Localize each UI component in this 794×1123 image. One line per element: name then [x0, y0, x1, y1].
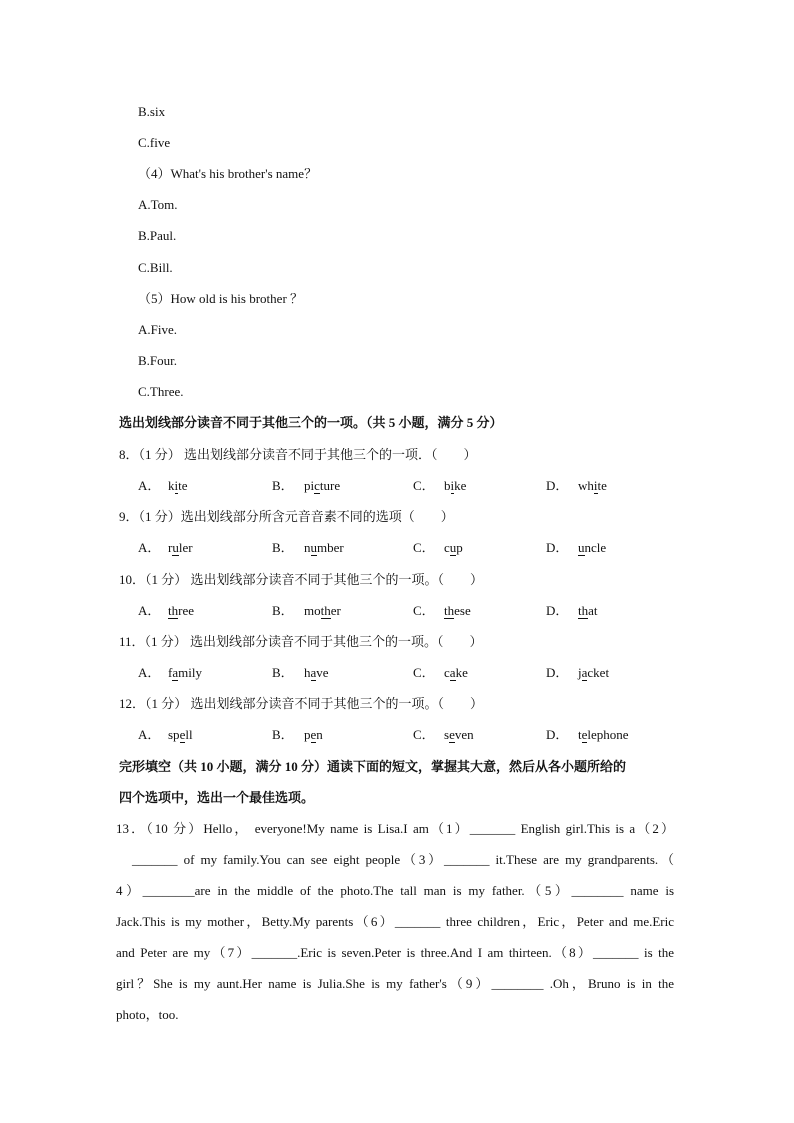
- word-suffix: p: [456, 540, 463, 555]
- word-suffix: ve: [316, 665, 329, 680]
- word-suffix: ncle: [584, 540, 607, 555]
- option-word: [304, 665, 329, 681]
- passage-line: photo，too.: [116, 1007, 179, 1022]
- q4-option-c: C.Bill.: [138, 260, 173, 275]
- option-word: [168, 540, 193, 556]
- underlined-letters: th: [444, 603, 455, 618]
- word-prefix: c: [444, 665, 450, 680]
- option-word: [168, 665, 202, 681]
- option-word: [444, 727, 474, 743]
- question-stem: 11．（1 分） 选出划线部分读音不同于其他三个的一项。（ ）: [119, 634, 483, 649]
- section-cloze-heading-line2: 四个选项中，选出一个最佳选项。: [119, 790, 315, 805]
- option-word: [444, 540, 463, 556]
- word-prefix: t: [578, 727, 582, 742]
- word-suffix: er: [330, 603, 341, 618]
- word-prefix: s: [444, 727, 450, 742]
- passage-line: and Peter are my（7）_______.Eric is seven.Peter is three.And I am thirteen.（8）_______ is the: [116, 945, 674, 960]
- word-prefix: mo: [304, 603, 321, 618]
- underlined-letters: e: [449, 727, 455, 742]
- option-letter: B．: [272, 540, 294, 555]
- underlined-letters: e: [179, 727, 186, 742]
- option-c-five: C.five: [138, 135, 171, 150]
- underlined-letters: u: [172, 540, 179, 555]
- option-word: [304, 540, 344, 556]
- word-suffix: te: [597, 478, 607, 493]
- underlined-letters: e: [581, 727, 588, 742]
- word-suffix: ll: [185, 727, 193, 742]
- word-suffix: ke: [455, 665, 468, 680]
- section-cloze-heading-line1: 完形填空（共 10 小题，满分 10 分）通读下面的短文，掌握其大意，然后从各小题所给的: [119, 759, 627, 774]
- word-suffix: mber: [317, 540, 344, 555]
- option-letter: C．: [413, 727, 435, 742]
- q4-option-a: A.Tom.: [138, 197, 178, 212]
- word-prefix: h: [304, 665, 311, 680]
- option-word: [304, 478, 340, 494]
- word-prefix: r: [168, 540, 173, 555]
- passage-line: 13．（10 分）Hello， everyone!My name is Lisa.I am（1）_______ English girl.This is a（2）: [116, 821, 674, 836]
- option-letter: A．: [138, 603, 161, 618]
- word-prefix: k: [168, 478, 175, 493]
- word-suffix: ese: [454, 603, 471, 618]
- option-word: [168, 727, 193, 743]
- option-b-six: B.six: [138, 104, 166, 119]
- question-stem: 9．（1 分）选出划线部分所含元音音素不同的选项（ ）: [119, 509, 454, 524]
- option-word: [168, 478, 188, 494]
- option-letter: D．: [546, 540, 569, 555]
- option-letter: D．: [546, 727, 569, 742]
- option-word: [578, 478, 607, 494]
- underlined-letters: c: [314, 478, 320, 493]
- option-word: [444, 665, 468, 681]
- option-letter: B．: [272, 665, 294, 680]
- option-letter: C．: [413, 540, 435, 555]
- underlined-letters: u: [578, 540, 585, 555]
- underlined-letters: th: [320, 603, 331, 618]
- option-word: [578, 727, 629, 743]
- option-word: [444, 478, 466, 494]
- option-letter: B．: [272, 603, 294, 618]
- option-word: [578, 665, 609, 681]
- q4-stem: （4）What's his brother's name？: [138, 166, 318, 181]
- option-word: [578, 603, 598, 619]
- passage-line: girl？She is my aunt.Her name is Julia.She is my father's（9）________ .Oh，Bruno is in the: [116, 976, 674, 991]
- q4-option-b: B.Paul.: [138, 228, 177, 243]
- underlined-letters: e: [310, 727, 317, 742]
- option-letter: D．: [546, 478, 569, 493]
- q13-passage: [116, 813, 674, 1030]
- option-letter: C．: [413, 665, 435, 680]
- passage-line: _______ of my family.You can see eight people（3）_______ it.These are my grandparents.（: [132, 852, 674, 867]
- option-letter: C．: [413, 478, 435, 493]
- option-letter: B．: [272, 727, 294, 742]
- option-letter: A．: [138, 727, 161, 742]
- q5-stem: （5）How old is his brother ？: [138, 291, 304, 306]
- underlined-letters: u: [449, 540, 457, 555]
- option-letter: A．: [138, 478, 161, 493]
- word-suffix: mily: [178, 665, 202, 680]
- underlined-letters: a: [172, 665, 179, 680]
- underlined-letters: i: [593, 478, 598, 493]
- question-stem: 8．（1 分） 选出划线部分读音不同于其他三个的一项．（ ）: [119, 447, 477, 462]
- word-suffix: ler: [178, 540, 193, 555]
- underlined-letters: a: [449, 665, 456, 680]
- word-suffix: ven: [454, 727, 474, 742]
- word-prefix: pi: [304, 478, 315, 493]
- word-prefix: j: [578, 665, 582, 680]
- option-letter: A．: [138, 665, 161, 680]
- word-prefix: sp: [168, 727, 180, 742]
- q5-option-c: C.Three.: [138, 384, 184, 399]
- underlined-letters: th: [168, 603, 179, 618]
- option-letter: D．: [546, 665, 569, 680]
- passage-line: 4）________are in the middle of the photo.The tall man is my father.（5）________ name is: [116, 883, 675, 898]
- word-prefix: wh: [578, 478, 594, 493]
- option-word: [578, 540, 606, 556]
- word-prefix: n: [304, 540, 311, 555]
- question-stem: 10．（1 分） 选出划线部分读音不同于其他三个的一项。（ ）: [119, 572, 484, 587]
- word-prefix: f: [168, 665, 173, 680]
- question-stem: 12．（1 分） 选出划线部分读音不同于其他三个的一项。（ ）: [119, 696, 484, 711]
- option-word: [304, 603, 341, 619]
- word-suffix: ture: [319, 478, 341, 493]
- section-phonics-heading: 选出划线部分读音不同于其他三个的一项。（共 5 小题，满分 5 分）: [119, 415, 503, 430]
- underlined-letters: th: [578, 603, 589, 618]
- option-letter: C．: [413, 603, 435, 618]
- underlined-letters: u: [310, 540, 317, 555]
- option-word: [444, 603, 471, 619]
- word-suffix: te: [178, 478, 188, 493]
- option-letter: B．: [272, 478, 294, 493]
- word-prefix: b: [444, 478, 451, 493]
- underlined-letters: i: [450, 478, 455, 493]
- underlined-letters: a: [310, 665, 317, 680]
- word-suffix: n: [316, 727, 323, 742]
- word-suffix: lephone: [587, 727, 629, 742]
- word-suffix: ree: [178, 603, 194, 618]
- option-letter: A．: [138, 540, 161, 555]
- q5-option-b: B.Four.: [138, 353, 178, 368]
- option-word: [168, 603, 194, 619]
- option-letter: D．: [546, 603, 569, 618]
- underlined-letters: i: [174, 478, 179, 493]
- underlined-letters: a: [581, 665, 588, 680]
- q5-option-a: A.Five.: [138, 322, 177, 337]
- word-suffix: ke: [454, 478, 467, 493]
- passage-line: Jack.This is my mother，Betty.My parents（6）_______ three children，Eric，Peter and me.Eric: [116, 914, 674, 929]
- word-suffix: at: [588, 603, 598, 618]
- word-suffix: cket: [587, 665, 610, 680]
- word-prefix: c: [444, 540, 450, 555]
- option-word: [304, 727, 323, 743]
- word-prefix: p: [304, 727, 311, 742]
